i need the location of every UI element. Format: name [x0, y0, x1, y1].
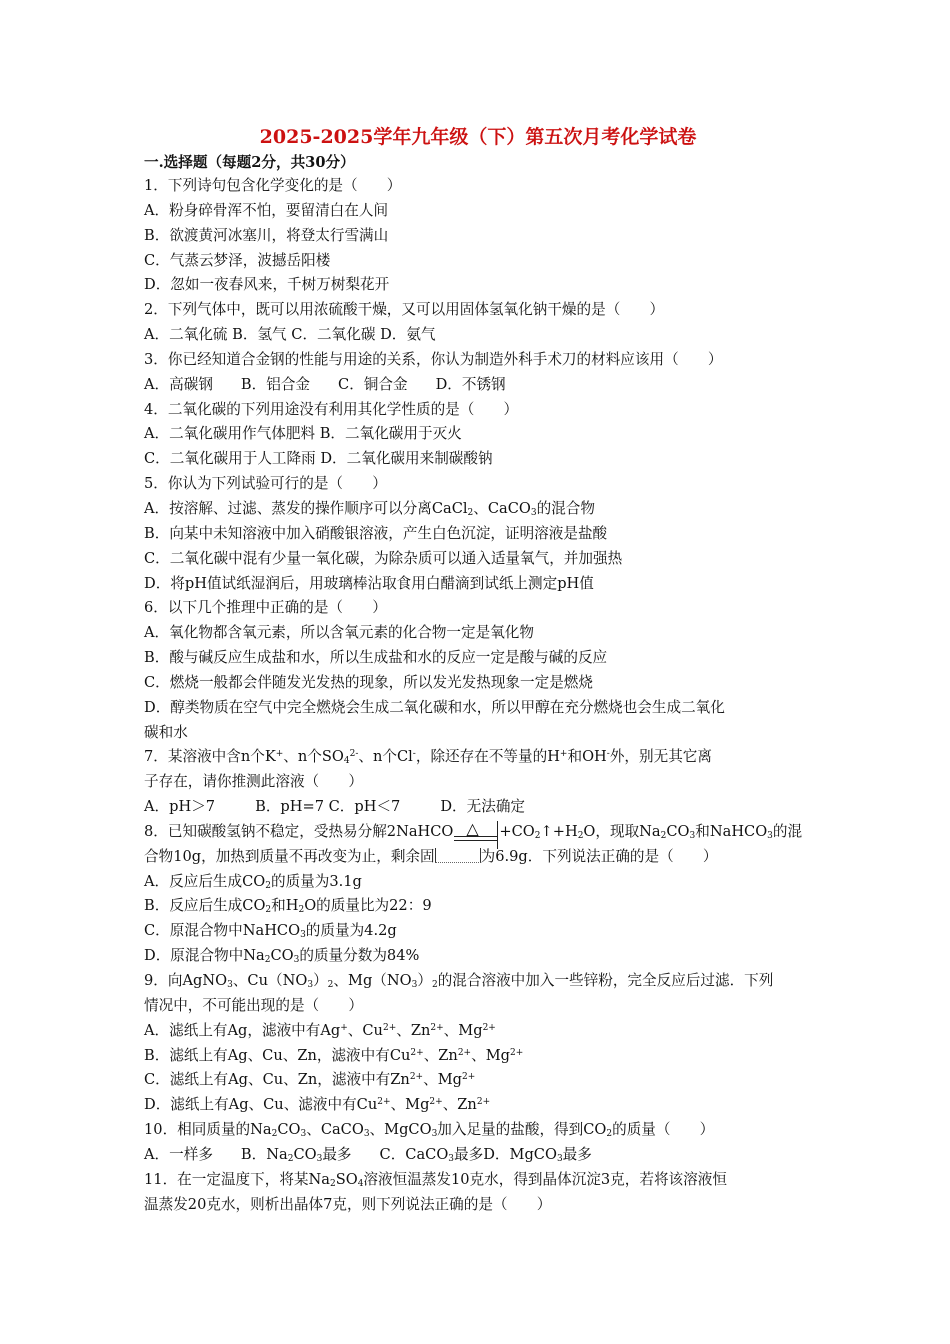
- question-6-option-d-line1: D．醇类物质在空气中完全燃烧会生成二氧化碳和水，所以甲醇在充分燃烧也会生成二氧化: [144, 698, 725, 716]
- question-7-stem-line2: 子存在，请你推测此溶液（ ）: [144, 773, 363, 791]
- question-2-options: A．二氧化硫 B．氢气 C．二氧化碳 D．氨气: [144, 326, 436, 344]
- page-title: 2025-2025学年九年级（下）第五次月考化学试卷: [259, 126, 697, 148]
- question-9-option-c: C．滤纸上有Ag、Cu、Zn，滤液中有$Zn^{2+}$、$Mg^{2+}$: [144, 1071, 476, 1089]
- question-3-option-c: C．铜合金: [338, 375, 408, 393]
- question-1-option-d: D．忽如一夜春风来，千树万树梨花开: [144, 276, 390, 294]
- question-9-option-a: A．滤纸上有Ag，滤液中有Ag+、$Cu^{2+}$、$Zn^{2+}$、$Mg^{2+}$: [144, 1021, 496, 1039]
- question-6-option-a: A．氧化物都含氧元素，所以含氧元素的化合物一定是氧化物: [144, 624, 534, 642]
- question-9-option-d: D．滤纸上有Ag、Cu、滤液中有$Cu^{2+}$、$Mg^{2+}$、$Zn^{2+}$: [144, 1096, 491, 1114]
- question-6-option-b: B．酸与碱反应生成盐和水，所以生成盐和水的反应一定是酸与碱的反应: [144, 649, 608, 667]
- question-11-stem-line2: 温蒸发20克水，则析出晶体7克，则下列说法正确的是（ ）: [144, 1195, 552, 1213]
- question-10-stem: 10．相同质量的$Na_2CO_3$、CaCO$_3$、MgCO$_3$加入足量的盐酸，得到$CO_2$的质量（ ）: [144, 1121, 715, 1140]
- question-9-stem-line2: 情况中，不可能出现的是（ ）: [144, 996, 363, 1014]
- question-4-options-cd: C．二氧化碳用于人工降雨 D．二氧化碳用来制碳酸钠: [144, 450, 493, 468]
- question-9-stem-line1: 9．向AgNO$_3$、$Cu(NO_3)_2$、$Mg(NO_3)_2$的混合溶液中加入一些锌粉，完全反应后过滤．下列: [144, 972, 774, 990]
- question-10-options: A．一样多 B．$Na_2CO_3$最多 C．CaCO$_3$最多D．MgCO$_3$最多: [144, 1145, 592, 1164]
- question-5-option-d: D．将pH值试纸湿润后，用玻璃棒沾取食用白醋滴到试纸上测定pH值: [144, 574, 594, 592]
- question-7-options: A．pH＞7 B．pH=7 C．pH＜7 D．无法确定: [144, 798, 526, 816]
- question-5-option-b: B．向某中未知溶液中加入硝酸银溶液，产生白色沉淀，证明溶液是盐酸: [144, 524, 608, 542]
- question-8-stem-line2: 合物10g，加热到质量不再改变为止，剩余固 为6.9g．下列说法正确的是（ ）: [144, 847, 718, 865]
- question-3-options: [144, 373, 824, 398]
- question-8-option-c: C．原混合物中NaHCO$_3$的质量为4.2g: [144, 922, 397, 941]
- section-heading: 一.选择题（每题2分，共30分）: [144, 154, 355, 171]
- question-3-stem: 3．你已经知道合金钢的性能与用途的关系，你认为制造外科手术刀的材料应该用（ ）: [144, 350, 723, 368]
- question-3-option-b: B．铝合金: [240, 375, 311, 393]
- question-2-stem: 2．下列气体中，既可以用浓硫酸干燥，又可以用固体氢氧化钠干燥的是（ ）: [144, 301, 665, 319]
- question-8-stem-line1: 8．已知碳酸氢钠不稳定，受热易分解2NaHCO △ $+CO_2↑+H_2O$，现取$Na_2CO_3$和NaHCO$_3$的混: [144, 820, 824, 845]
- question-3-option-a: A．高碳钢: [144, 375, 213, 393]
- question-7-stem-line1: 7．某溶液中含n个K+、n个$SO_4^{2-}$、n个Cl-，除还存在不等量的H+和OH-外，别无其它离: [144, 748, 712, 767]
- question-1-option-c: C．气蒸云梦泽，波撼岳阳楼: [144, 251, 331, 269]
- exam-page: [144, 122, 824, 1217]
- question-1-option-b: B．欲渡黄河冰塞川，将登太行雪满山: [144, 226, 389, 244]
- question-1-stem: 1．下列诗句包含化学变化的是（ ）: [144, 177, 402, 194]
- question-9-option-b: B．滤纸上有Ag、Cu、Zn，滤液中有$Cu^{2+}$、$Zn^{2+}$、$Mg^{2+}$: [144, 1046, 524, 1064]
- question-8-option-b: B．反应后生成$CO_2$和$H_2O$的质量比为22：9: [144, 897, 432, 916]
- question-6-option-d-line2: 碳和水: [144, 723, 188, 741]
- delta-icon: △: [466, 818, 479, 838]
- question-11-stem-line1: 11．在一定温度下，将某$Na_2SO_4$溶液恒温蒸发10克水，得到晶体沉淀3克，若将该溶液恒: [144, 1170, 727, 1189]
- question-8-option-a: A．反应后生成$CO_2$的质量为3.1g: [144, 872, 362, 891]
- question-3-option-d: D．不锈钢: [435, 375, 506, 393]
- question-6-option-c: C．燃烧一般都会伴随发光发热的现象，所以发光发热现象一定是燃烧: [144, 673, 593, 691]
- question-8-option-d: D．原混合物中$Na_2CO_3$的质量分数为84%: [144, 947, 420, 966]
- question-4-stem: 4．二氧化碳的下列用途没有利用其化学性质的是（ ）: [144, 400, 519, 418]
- question-4-options-ab: A．二氧化碳用作气体肥料 B．二氧化碳用于灭火: [144, 425, 462, 443]
- question-1-option-a: A．粉身碎骨浑不怕，要留清白在人间: [144, 201, 389, 219]
- heating-condition-symbol: [454, 818, 498, 841]
- question-5-option-a: A．按溶解、过滤、蒸发的操作顺序可以分离CaCl$_2$、CaCO$_3$的混合物: [144, 499, 595, 518]
- question-5-stem: 5．你认为下列试验可行的是（ ）: [144, 475, 387, 493]
- question-6-stem: 6．以下几个推理中正确的是（ ）: [144, 599, 387, 617]
- question-5-option-c: C．二氧化碳中混有少量一氧化碳，为除杂质可以通入适量氧气，并加强热: [144, 549, 623, 567]
